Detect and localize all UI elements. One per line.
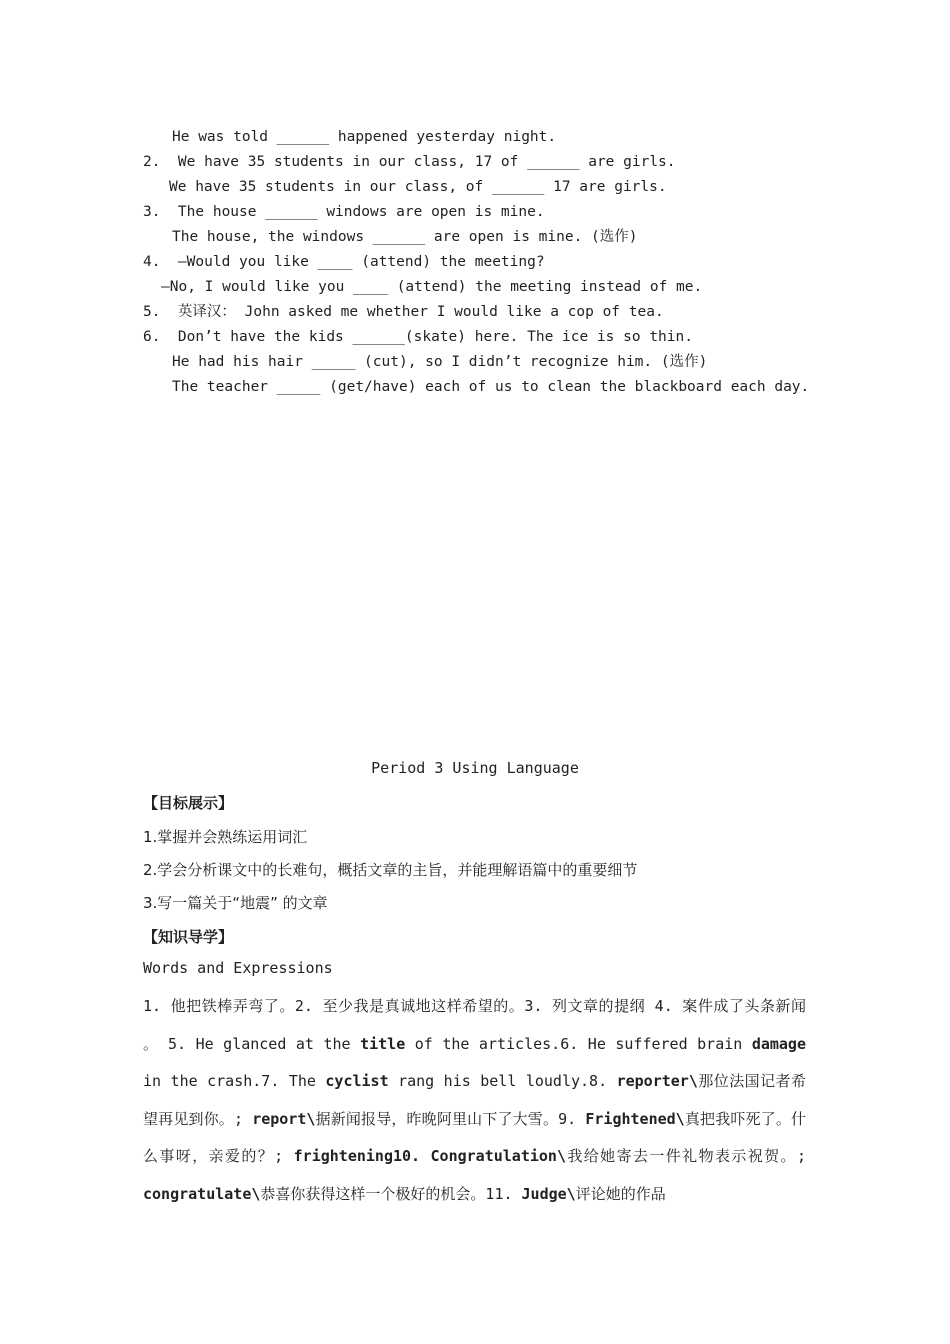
vocab-text: 评论她的作品 — [575, 1184, 666, 1203]
vocab-keyword: report\ — [252, 1109, 316, 1128]
guide-heading: 【知识导学】 — [143, 928, 234, 946]
vocab-keyword: congratulate\ — [143, 1184, 261, 1203]
exercise-line: 6. Don’t have the kids ______(skate) here. The ice is so thin. — [143, 329, 693, 345]
exercise-line: He had his hair _____ (cut), so I didn’t recognize him. (选作) — [172, 354, 708, 370]
period-title: Period 3 Using Language — [371, 759, 579, 777]
vocab-text: rang his bell loudly.8. — [388, 1072, 617, 1091]
vocabulary-paragraph — [143, 988, 806, 1214]
goal-item: 3.写一篇关于“地震” 的文章 — [143, 894, 328, 912]
exercise-line: 3. The house ______ windows are open is mine. — [143, 204, 545, 220]
exercise-line: The teacher _____ (get/have) each of us to clean the blackboard each day. — [172, 379, 810, 395]
vocab-keyword: Frightened\ — [585, 1109, 685, 1128]
vocab-keyword: frightening10. Congratulation\ — [293, 1147, 566, 1166]
vocab-keyword: cyclist — [325, 1072, 389, 1091]
vocab-text: 那位法国记者希望再见到你。; — [143, 1072, 806, 1128]
exercise-line: 2. We have 35 students in our class, 17 of ______ are girls. — [143, 154, 676, 170]
words-heading: Words and Expressions — [143, 959, 333, 977]
vocab-keyword: Judge\ — [521, 1184, 576, 1203]
exercise-line: We have 35 students in our class, of ______ 17 are girls. — [169, 179, 667, 195]
goal-item: 1.掌握并会熟练运用词汇 — [143, 828, 308, 846]
vocab-keyword: title — [360, 1034, 406, 1053]
exercise-line: He was told ______ happened yesterday night. — [172, 129, 557, 145]
exercise-line: —No, I would like you ____ (attend) the meeting instead of me. — [161, 279, 703, 295]
vocab-text: in the crash.7. The — [143, 1072, 326, 1091]
vocab-text: 我给她寄去一件礼物表示祝贺。; — [565, 1147, 806, 1166]
goal-item: 2.学会分析课文中的长难句，概括文章的主旨，并能理解语篇中的重要细节 — [143, 861, 638, 879]
exercise-line: 5. 英译汉： John asked me whether I would like a cop of tea. — [143, 304, 664, 320]
vocab-text: 恭喜你获得这样一个极好的机会。11. — [260, 1184, 522, 1203]
vocab-text: 真把我吓死了。什么事呀，亲爱的？; — [143, 1109, 806, 1166]
goals-heading: 【目标展示】 — [143, 794, 234, 812]
exercise-line: The house, the windows ______ are open is mine. (选作) — [172, 229, 638, 245]
exercise-line: 4. —Would you like ____ (attend) the meeting? — [143, 254, 545, 270]
vocab-text: 1. 他把铁棒弄弯了。2. 至少我是真诚地这样希望的。3. 列文章的提纲 4. 案件成了头条新闻 。 5. He glanced at the — [143, 997, 806, 1053]
vocab-text: 据新闻报导，昨晚阿里山下了大雪。9. — [315, 1109, 586, 1128]
vocab-text: of the articles.6. He suffered brain — [405, 1034, 752, 1053]
vocab-keyword: damage — [751, 1034, 806, 1053]
vocab-keyword: reporter\ — [616, 1072, 698, 1091]
